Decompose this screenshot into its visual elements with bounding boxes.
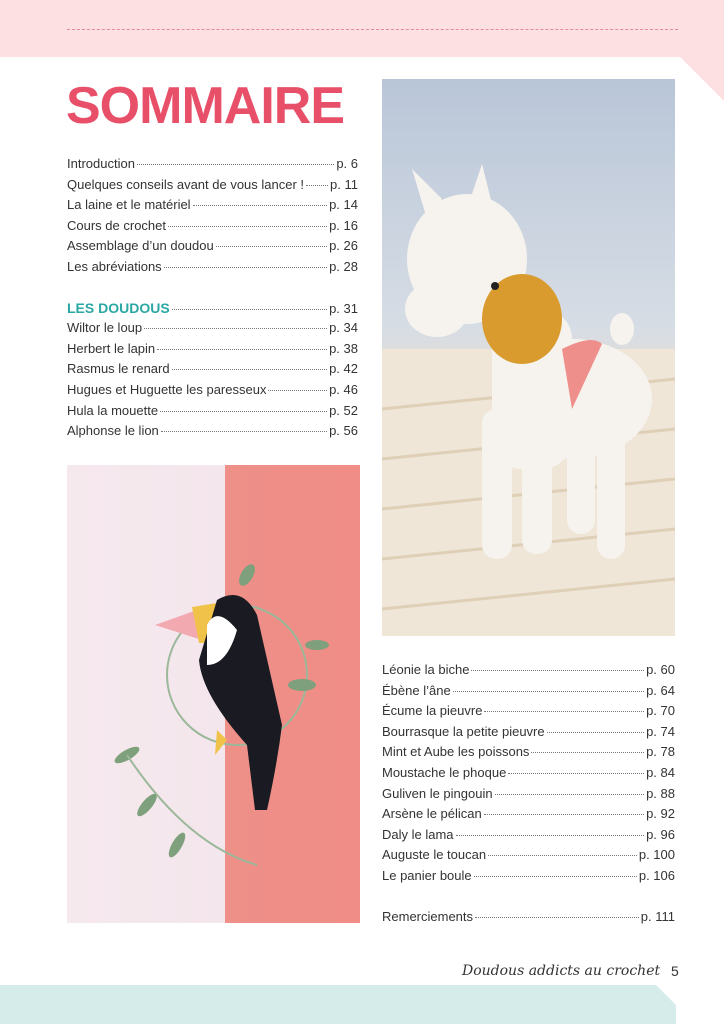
toc-page: p. 78 — [646, 744, 675, 760]
toc-label: LES DOUDOUS — [67, 299, 170, 316]
toc-label: Hula la mouette — [67, 402, 159, 418]
toc-page: p. 42 — [329, 361, 358, 377]
toc-section-doudous[interactable] — [67, 300, 358, 321]
toc-label: Hugues et Huguette les paresseux — [67, 381, 267, 397]
toc-label: Guliven le pingouin — [382, 785, 493, 801]
toc-page: p. 64 — [646, 682, 675, 698]
toc-entry[interactable] — [67, 218, 358, 239]
toc-label: Quelques conseils avant de vous lancer ! — [67, 176, 305, 192]
toc-page: p. 70 — [646, 703, 675, 719]
toc-page: p. 111 — [640, 908, 675, 924]
page-title: SOMMAIRE — [66, 77, 344, 135]
toucan-photo — [67, 465, 360, 923]
toc-leader — [474, 876, 637, 877]
toc-page: p. 16 — [329, 217, 358, 233]
toc-page: p. 6 — [336, 156, 358, 171]
toc-page: p. 28 — [329, 258, 358, 274]
toc-entry[interactable] — [382, 765, 675, 786]
toc-entry[interactable] — [382, 827, 675, 848]
toc-entry[interactable] — [67, 403, 358, 424]
toc-entry[interactable] — [67, 238, 358, 259]
toc-entry[interactable] — [67, 177, 358, 198]
toc-label: Introduction — [67, 156, 135, 171]
dashed-line — [67, 29, 678, 30]
toc-label: Moustache le phoque — [382, 764, 507, 780]
toc-page: p. 52 — [329, 402, 358, 418]
toc-label: La laine et le matériel — [67, 197, 191, 213]
toc-label: Daly le lama — [382, 826, 454, 842]
toc-leader — [484, 711, 644, 712]
toc-entry[interactable] — [67, 382, 358, 403]
toc-entry[interactable] — [67, 320, 358, 341]
llama-photo — [382, 79, 675, 636]
toc-label: Cours de crochet — [67, 217, 166, 233]
toc-leader — [484, 814, 644, 815]
toc-entry[interactable] — [67, 341, 358, 362]
toc-page: p. 56 — [329, 423, 358, 439]
toc-page: p. 34 — [329, 320, 358, 336]
toc-leader — [471, 670, 644, 671]
toc-page: p. 106 — [638, 867, 675, 883]
toc-entry[interactable] — [382, 662, 675, 683]
toc-entry[interactable] — [382, 806, 675, 827]
toc-label: Rasmus le renard — [67, 361, 170, 377]
toc-leader — [160, 411, 327, 412]
book-title: Doudous addicts au crochet — [462, 963, 661, 979]
toc-leader — [144, 328, 327, 329]
toc-leader — [268, 390, 327, 391]
toc-leader — [216, 246, 327, 247]
toc-page: p. 60 — [646, 662, 675, 677]
toc-entry[interactable] — [382, 744, 675, 765]
toc-leader — [168, 226, 327, 227]
toc-label: Alphonse le lion — [67, 423, 159, 439]
toc-entry[interactable] — [382, 703, 675, 724]
toc-entry[interactable] — [67, 361, 358, 382]
toc-leader — [161, 431, 327, 432]
toc-label: Le panier boule — [382, 867, 472, 883]
toc-leader — [475, 917, 639, 918]
toc-page: p. 84 — [646, 764, 675, 780]
toc-leader — [172, 309, 327, 310]
toc-leader — [456, 835, 645, 836]
toc-label: Les abréviations — [67, 258, 162, 274]
toc-leader — [172, 369, 327, 370]
toc-page: p. 96 — [646, 826, 675, 842]
toc-label: Remerciements — [382, 908, 474, 924]
toc-entry[interactable] — [382, 724, 675, 745]
toc-label: Ébène l’âne — [382, 682, 451, 698]
toc-label: Arsène le pélican — [382, 806, 482, 822]
toc-page: p. 26 — [329, 238, 358, 254]
toc-page: p. 46 — [329, 381, 358, 397]
toc-leader — [531, 752, 644, 753]
toc-page: p. 92 — [646, 806, 675, 822]
toc-leader — [157, 349, 327, 350]
toc-entry[interactable] — [382, 847, 675, 868]
toc-label: Herbert le lapin — [67, 340, 156, 356]
toc-leader — [495, 794, 645, 795]
toc-label: Écume la pieuvre — [382, 703, 483, 719]
toc-leader — [137, 164, 334, 165]
toc-label: Bourrasque la petite pieuvre — [382, 723, 545, 739]
header-band — [0, 0, 724, 57]
toc-label: Wiltor le loup — [67, 320, 143, 336]
toc-page: p. 38 — [329, 340, 358, 356]
toc-left — [67, 156, 358, 444]
toc-entry[interactable] — [67, 197, 358, 218]
toc-leader — [193, 205, 328, 206]
toc-page: p. 14 — [329, 197, 358, 213]
toc-leader — [164, 267, 327, 268]
toc-leader — [306, 185, 328, 186]
toc-leader — [508, 773, 644, 774]
toc-entry[interactable] — [382, 868, 675, 889]
toc-entry[interactable] — [67, 259, 358, 280]
toc-right — [382, 662, 675, 929]
toc-page: p. 88 — [646, 785, 675, 801]
toc-label: Léonie la biche — [382, 662, 470, 677]
toc-entry[interactable] — [382, 786, 675, 807]
toc-label: Assemblage d’un doudou — [67, 238, 214, 254]
toc-page: p. 31 — [329, 300, 358, 316]
toc-page: p. 74 — [646, 723, 675, 739]
toc-entry[interactable] — [67, 156, 358, 177]
footer-band — [0, 985, 676, 1024]
toc-leader — [453, 691, 644, 692]
toc-leader — [547, 732, 644, 733]
header-corner — [680, 57, 724, 101]
toc-label: Mint et Aube les poissons — [382, 744, 530, 760]
toc-entry[interactable] — [67, 423, 358, 444]
toc-entry-remerciements[interactable] — [382, 909, 675, 930]
toc-page: p. 100 — [638, 847, 675, 863]
page-number: 5 — [671, 963, 679, 979]
toc-leader — [488, 855, 637, 856]
toc-label: Auguste le toucan — [382, 847, 487, 863]
toc-entry[interactable] — [382, 683, 675, 704]
toc-page: p. 11 — [330, 176, 358, 192]
